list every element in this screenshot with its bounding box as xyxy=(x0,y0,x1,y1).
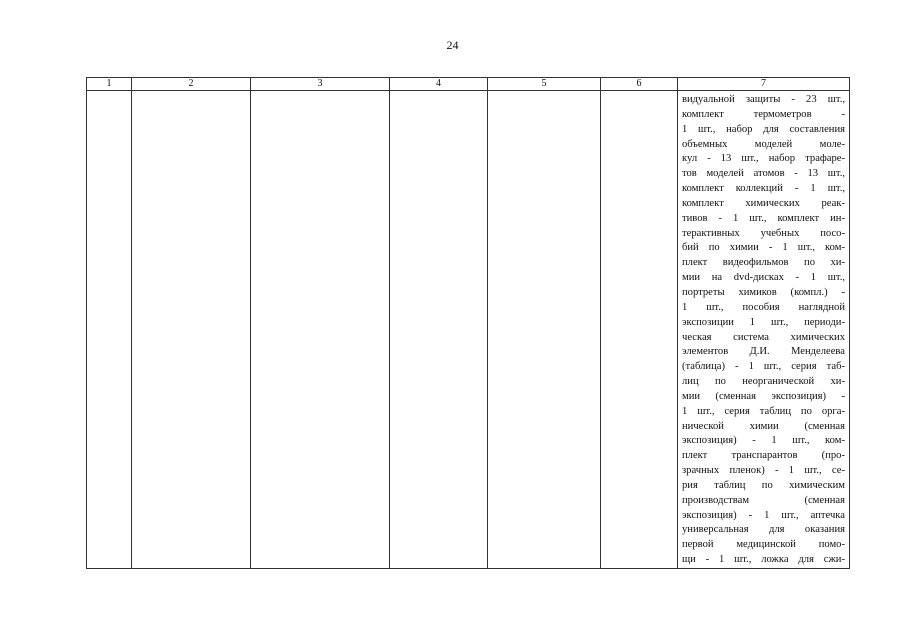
column-number-5: 5 xyxy=(488,78,601,91)
document-table xyxy=(86,77,850,569)
text-line: 1 шт., набор для составления xyxy=(682,123,845,135)
text-line: объемных моделей моле- xyxy=(682,138,845,150)
text-line: первой медицинской помо- xyxy=(682,539,845,551)
text-line: видуальной защиты - 23 шт., xyxy=(682,94,845,105)
text-line: мии (сменная экспозиция) - xyxy=(682,390,845,402)
cell-col-3 xyxy=(251,91,390,569)
page-number: 24 xyxy=(446,38,459,52)
text-line: элементов Д.И. Менделеева xyxy=(682,346,845,358)
text-line: терактивных учебных посо- xyxy=(682,227,845,239)
column-number-7: 7 xyxy=(678,78,850,91)
cell-col-2 xyxy=(132,91,251,569)
text-line: бий по химии - 1 шт., ком- xyxy=(682,242,845,254)
text-line: нической химии (сменная xyxy=(682,420,845,432)
text-line: 1 шт., пособия наглядной xyxy=(682,301,845,313)
text-line: комплект химических реак- xyxy=(682,197,845,209)
cell-col-5 xyxy=(488,91,601,569)
text-line: универсальная для оказания xyxy=(682,524,845,536)
table-row xyxy=(87,91,850,569)
text-line: комплект термометров - xyxy=(682,108,845,120)
text-line: комплект коллекций - 1 шт., xyxy=(682,183,845,195)
text-line: тов моделей атомов - 13 шт., xyxy=(682,168,845,180)
text-line: кул - 13 шт., набор трафаре- xyxy=(682,153,845,165)
column-number-6: 6 xyxy=(601,78,678,91)
text-line: мии на dvd-дисках - 1 шт., xyxy=(682,272,845,284)
text-line: экспозиция) - 1 шт., аптечка xyxy=(682,509,845,521)
text-line: тивов - 1 шт., комплект ин- xyxy=(682,212,845,224)
text-line: (таблица) - 1 шт., серия таб- xyxy=(682,361,845,373)
text-line: рия таблиц по химическим xyxy=(682,479,845,491)
column-number-2: 2 xyxy=(132,78,251,91)
text-line: 1 шт., серия таблиц по орга- xyxy=(682,405,845,417)
text-line: экспозиция) - 1 шт., ком- xyxy=(682,435,845,447)
column-number-4: 4 xyxy=(390,78,488,91)
text-line: щи - 1 шт., ложка для сжи- xyxy=(682,554,845,566)
text-line: экспозиции 1 шт., периоди- xyxy=(682,316,845,328)
text-line: портреты химиков (компл.) - xyxy=(682,286,845,298)
table-header-row xyxy=(87,78,850,91)
text-line: плект видеофильмов по хи- xyxy=(682,257,845,269)
text-line: производствам (сменная xyxy=(682,494,845,506)
text-line: лиц по неорганической хи- xyxy=(682,376,845,388)
text-line: зрачных пленок) - 1 шт., се- xyxy=(682,465,845,477)
column-number-3: 3 xyxy=(251,78,390,91)
text-line: плект транспарантов (про- xyxy=(682,450,845,462)
column-number-1: 1 xyxy=(87,78,132,91)
cell-col-6 xyxy=(601,91,678,569)
equipment-list-text xyxy=(682,93,845,568)
cell-col-4 xyxy=(390,91,488,569)
cell-col-7-equipment-list xyxy=(678,91,850,569)
cell-col-1 xyxy=(87,91,132,569)
text-line: ческая система химических xyxy=(682,331,845,343)
